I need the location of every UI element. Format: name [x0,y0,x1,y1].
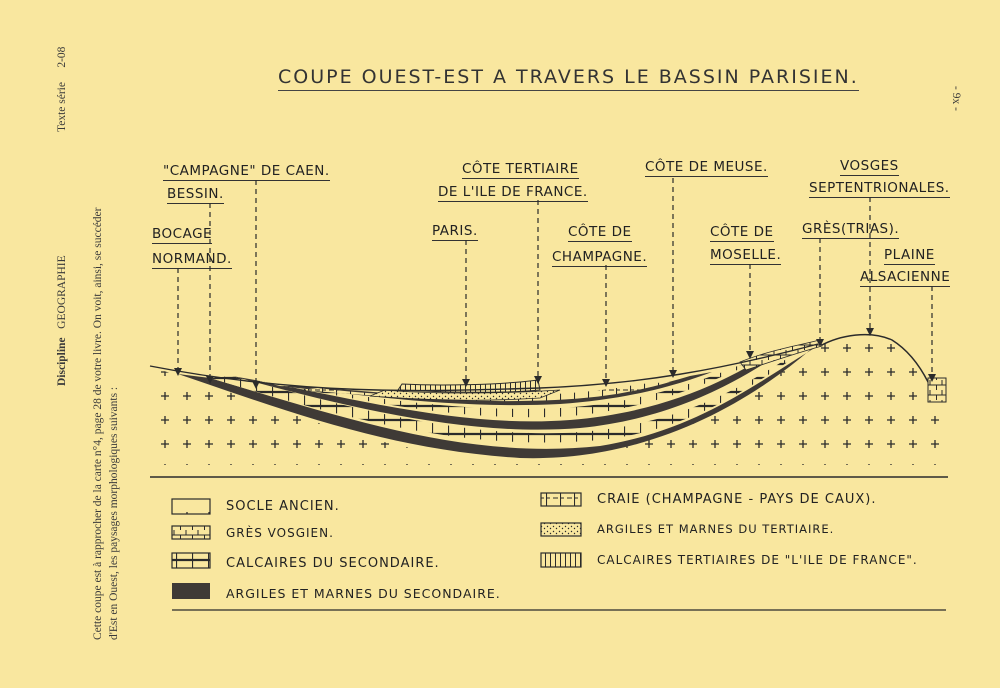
label-alsacienne: ALSACIENNE [860,269,951,285]
label-plaine: PLAINE [884,247,935,263]
label-paris: PARIS. [432,223,478,239]
legend-argiles-tertiaire: ARGILES ET MARNES DU TERTIAIRE. [597,522,835,536]
label-cote-de-moselle: CÔTE DE [710,224,774,240]
legend-argiles-secondaire: ARGILES ET MARNES DU SECONDAIRE. [226,586,501,601]
margin-intro-line2: d'Est en Ouest, les paysages morphologiques suivants : [108,386,120,640]
legend-calcaires-secondaire: CALCAIRES DU SECONDAIRE. [226,556,440,571]
margin-intro-line1: Cette coupe est à rapprocher de la carte n°4, page 28 de votre livre. On voit, ainsi, se succéder [92,207,104,640]
discipline-value: GEOGRAPHIE [56,255,68,329]
series-label: Texte série [56,82,68,132]
legend-craie: CRAIE (CHAMPAGNE - PAYS DE CAUX). [597,492,877,507]
label-bocage: BOCAGE [152,226,213,242]
series-value: 2-08 [56,46,68,68]
page-number: - 9x - [950,86,962,111]
legend-socle: SOCLE ANCIEN. [226,499,340,514]
label-normand: NORMAND. [152,251,232,267]
label-champagne: CHAMPAGNE. [552,249,648,265]
label-cote-meuse: CÔTE DE MEUSE. [645,159,768,175]
label-bessin: BESSIN. [167,186,224,202]
label-gres-trias: GRÈS(TRIAS). [802,221,900,237]
label-vosges: VOSGES [840,158,899,174]
label-cote-de-champagne: CÔTE DE [568,224,632,240]
label-ile-de-france: DE L'ILE DE FRANCE. [438,184,588,200]
label-septentrionales: SEPTENTRIONALES. [809,180,950,196]
discipline-label: Discipline [56,337,68,386]
label-moselle: MOSELLE. [710,247,782,263]
label-campagne-caen: "CAMPAGNE" DE CAEN. [163,163,330,179]
legend-gres-vosgien: GRÈS VOSGIEN. [226,526,334,540]
label-cote-tertiaire: CÔTE TERTIAIRE [462,161,579,177]
legend-calcaires-tertiaires: CALCAIRES TERTIAIRES DE "L'ILE DE FRANCE". [597,553,918,567]
diagram-title: COUPE OUEST-EST A TRAVERS LE BASSIN PARISIEN. [278,66,859,91]
